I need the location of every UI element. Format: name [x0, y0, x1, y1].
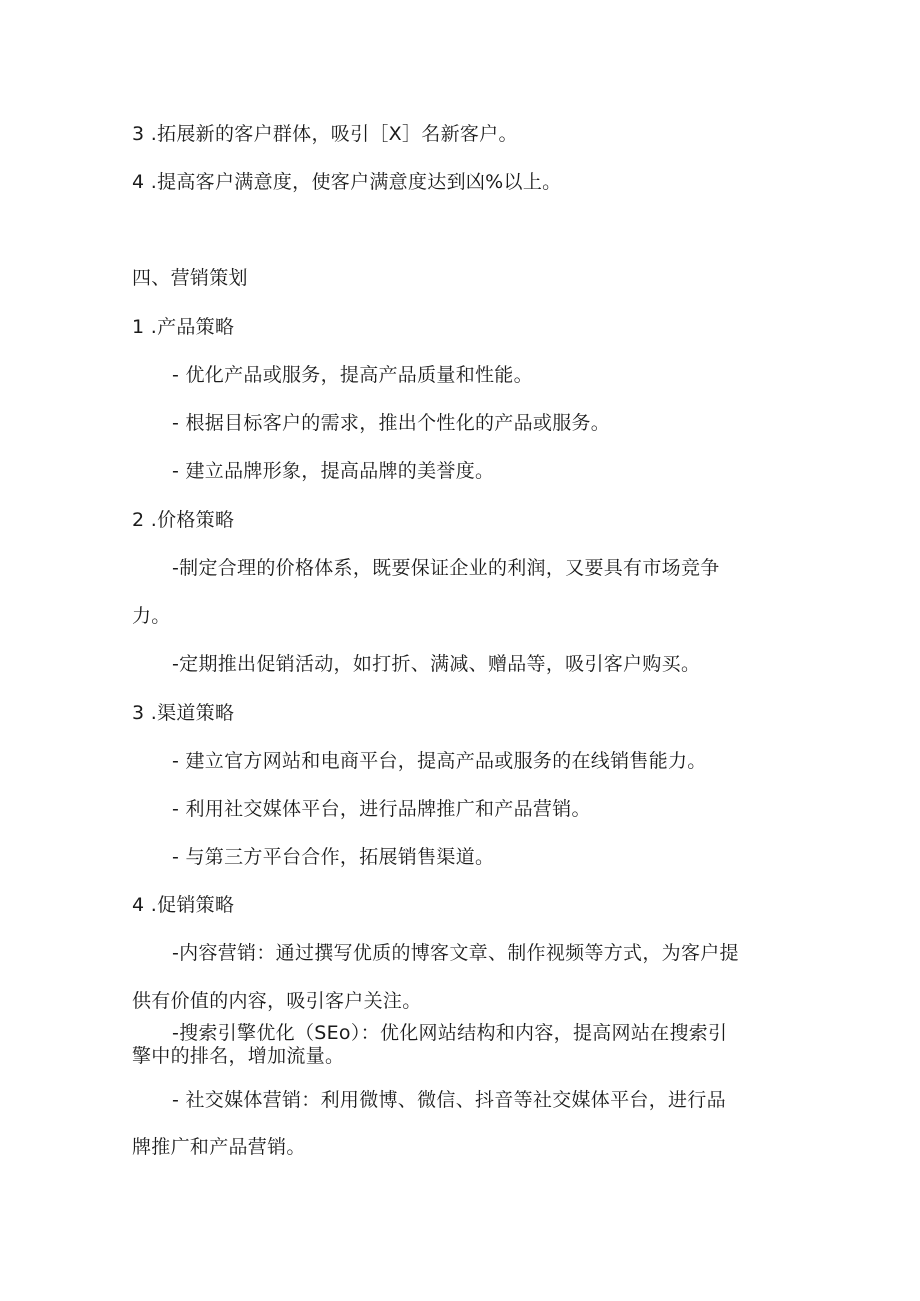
- price-strategy-bullet-1: -制定合理的价格体系，既要保证企业的利润，又要具有市场竞争: [172, 557, 720, 579]
- promotion-strategy-bullet-1: -内容营销：通过撰写优质的博客文章、制作视频等方式，为客户提: [172, 942, 739, 964]
- section-heading-marketing-plan: 四、营销策划: [132, 267, 248, 289]
- product-strategy-bullet-2: - 根据目标客户的需求，推出个性化的产品或服务。: [172, 412, 611, 434]
- price-strategy-bullet-1-cont: 力。: [132, 605, 171, 627]
- channel-strategy-bullet-2: - 利用社交媒体平台，进行品牌推广和产品营销。: [172, 798, 591, 820]
- promotion-strategy-bullet-2-cont: 擎中的排名，增加流量。: [132, 1045, 345, 1067]
- subheading-promotion-strategy: 4 .促销策略: [132, 894, 235, 916]
- price-strategy-bullet-2: -定期推出促销活动，如打折、满减、赠品等，吸引客户购买。: [172, 653, 701, 675]
- product-strategy-bullet-3: - 建立品牌形象，提高品牌的美誉度。: [172, 460, 495, 482]
- channel-strategy-bullet-3: - 与第三方平台合作，拓展销售渠道。: [172, 846, 495, 868]
- promotion-strategy-bullet-1-cont: 供有价值的内容，吸引客户关注。: [132, 990, 422, 1012]
- subheading-product-strategy: 1 .产品策略: [132, 316, 235, 338]
- goal-item-3: 3 .拓展新的客户群体，吸引［X］名新客户。: [132, 123, 518, 145]
- promotion-strategy-bullet-3-cont: 牌推广和产品营销。: [132, 1136, 306, 1158]
- product-strategy-bullet-1: - 优化产品或服务，提高产品质量和性能。: [172, 364, 533, 386]
- promotion-strategy-bullet-2: -搜索引擎优化（SEo）：优化网站结构和内容，提高网站在搜索引: [172, 1022, 728, 1044]
- subheading-price-strategy: 2 .价格策略: [132, 509, 235, 531]
- promotion-strategy-bullet-3: - 社交媒体营销：利用微博、微信、抖音等社交媒体平台，进行品: [172, 1089, 726, 1111]
- subheading-channel-strategy: 3 .渠道策略: [132, 702, 235, 724]
- channel-strategy-bullet-1: - 建立官方网站和电商平台，提高产品或服务的在线销售能力。: [172, 750, 707, 772]
- goal-item-4: 4 .提高客户满意度，使客户满意度达到凶%以上。: [132, 171, 562, 193]
